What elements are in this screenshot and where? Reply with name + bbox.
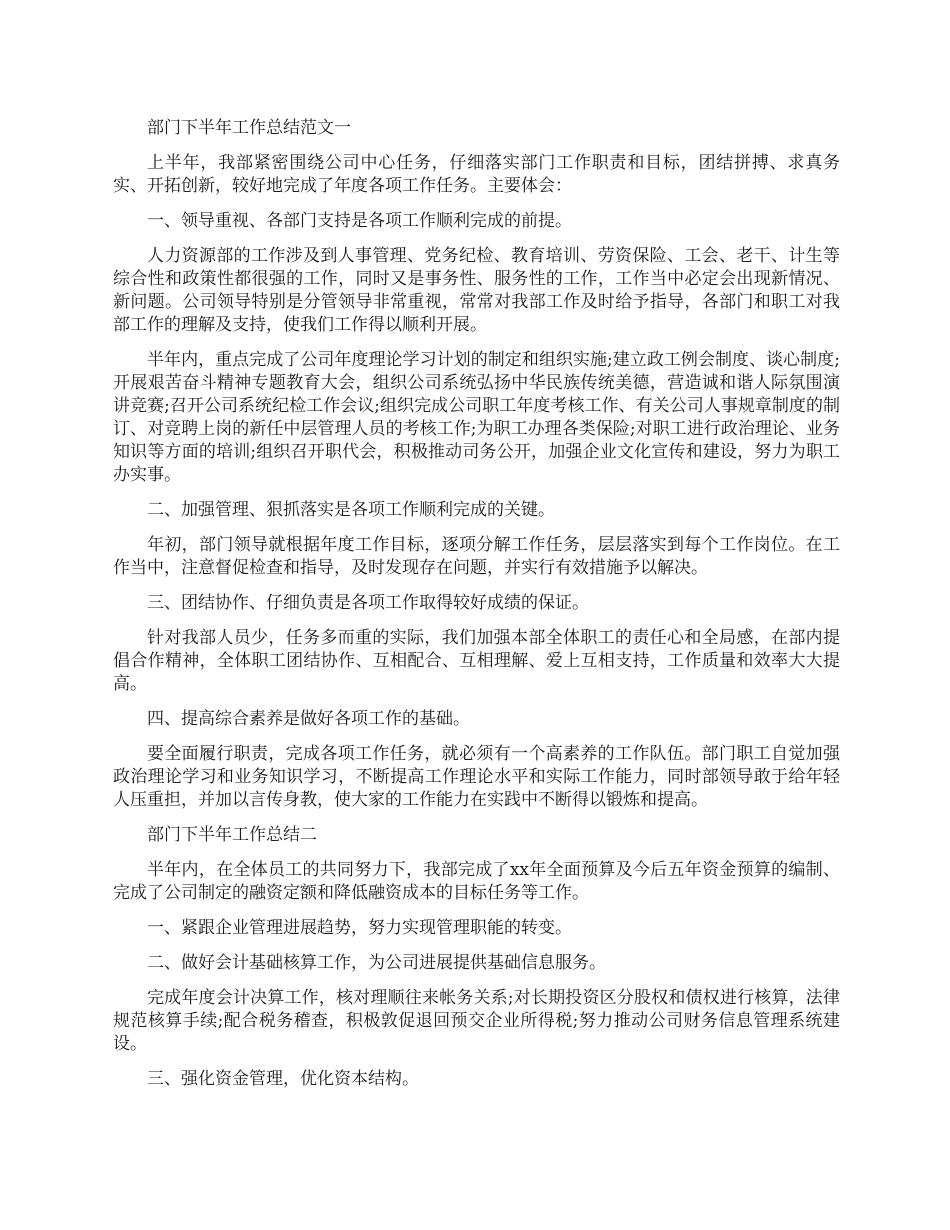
document-title-1: 部门下半年工作总结范文一 — [147, 118, 351, 138]
paragraph: 人力资源部的工作涉及到人事管理、党务纪检、教育培训、劳资保险、工会、老干、计生等综合性和政策性都很强的工作，同时又是事务性、服务性的工作，工作当中必定会出现新情况、新问题。公司领导特别是分管领导非常重视，常常对我部工作及时给予指导，各部门和职工对我部工作的理解及支持，使我们工作得以顺利开展。 — [113, 246, 840, 335]
section-heading: 一、紧跟企业管理进展趋势，努力实现管理职能的转变。 — [147, 918, 572, 938]
section-heading: 三、团结协作、仔细负责是各项工作取得较好成绩的保证。 — [147, 593, 589, 613]
section-heading: 一、领导重视、各部门支持是各项工作顺利完成的前提。 — [147, 211, 572, 231]
paragraph: 上半年，我部紧密围绕公司中心任务，仔细落实部门工作职责和目标，团结拼搏、求真务实、开拓创新，较好地完成了年度各项工作任务。主要体会： — [113, 153, 840, 196]
paragraph: 半年内，在全体员工的共同努力下，我部完成了xx年全面预算及今后五年资金预算的编制、完成了公司制定的融资定额和降低融资成本的目标任务等工作。 — [113, 860, 840, 903]
paragraph: 要全面履行职责，完成各项工作任务，就必须有一个高素养的工作队伍。部门职工自觉加强政治理论学习和业务知识学习，不断提高工作理论水平和实际工作能力，同时部领导敢于给年轻人压重担，并加以言传身教，使大家的工作能力在实践中不断得以锻炼和提高。 — [113, 744, 840, 810]
section-heading: 二、加强管理、狠抓落实是各项工作顺利完成的关键。 — [147, 500, 555, 520]
section-heading: 二、做好会计基础核算工作，为公司进展提供基础信息服务。 — [147, 953, 606, 973]
paragraph: 针对我部人员少，任务多而重的实际，我们加强本部全体职工的责任心和全局感，在部内提倡合作精神，全体职工团结协作、互相配合、互相理解、爱上互相支持，工作质量和效率大大提高。 — [113, 628, 840, 694]
section-heading: 四、提高综合素养是做好各项工作的基础。 — [147, 709, 470, 729]
paragraph: 年初，部门领导就根据年度工作目标，逐项分解工作任务，层层落实到每个工作岗位。在工作当中，注意督促检查和指导，及时发现存在问题，并实行有效措施予以解决。 — [113, 535, 840, 578]
section-heading: 三、强化资金管理，优化资本结构。 — [147, 1069, 419, 1089]
document-title-2: 部门下半年工作总结二 — [147, 825, 317, 845]
document-body — [113, 117, 840, 1103]
paragraph: 完成年度会计决算工作，核对理顺往来帐务关系;对长期投资区分股权和债权进行核算，法律规范核算手续;配合税务稽查，积极敦促退回预交企业所得税;努力推动公司财务信息管理系统建设。 — [113, 988, 840, 1054]
paragraph: 半年内，重点完成了公司年度理论学习计划的制定和组织实施;建立政工例会制度、谈心制度;开展艰苦奋斗精神专题教育大会，组织公司系统弘扬中华民族传统美德，营造诚和谐人际氛围演讲竞赛;召开公司系统纪检工作会议;组织完成公司职工年度考核工作、有关公司人事规章制度的制订、对竞聘上岗的新任中层管理人员的考核工作;为职工办理各类保险;对职工进行政治理论、业务知识等方面的培训;组织召开职代会，积极推动司务公开，加强企业文化宣传和建设，努力为职工办实事。 — [113, 350, 840, 485]
